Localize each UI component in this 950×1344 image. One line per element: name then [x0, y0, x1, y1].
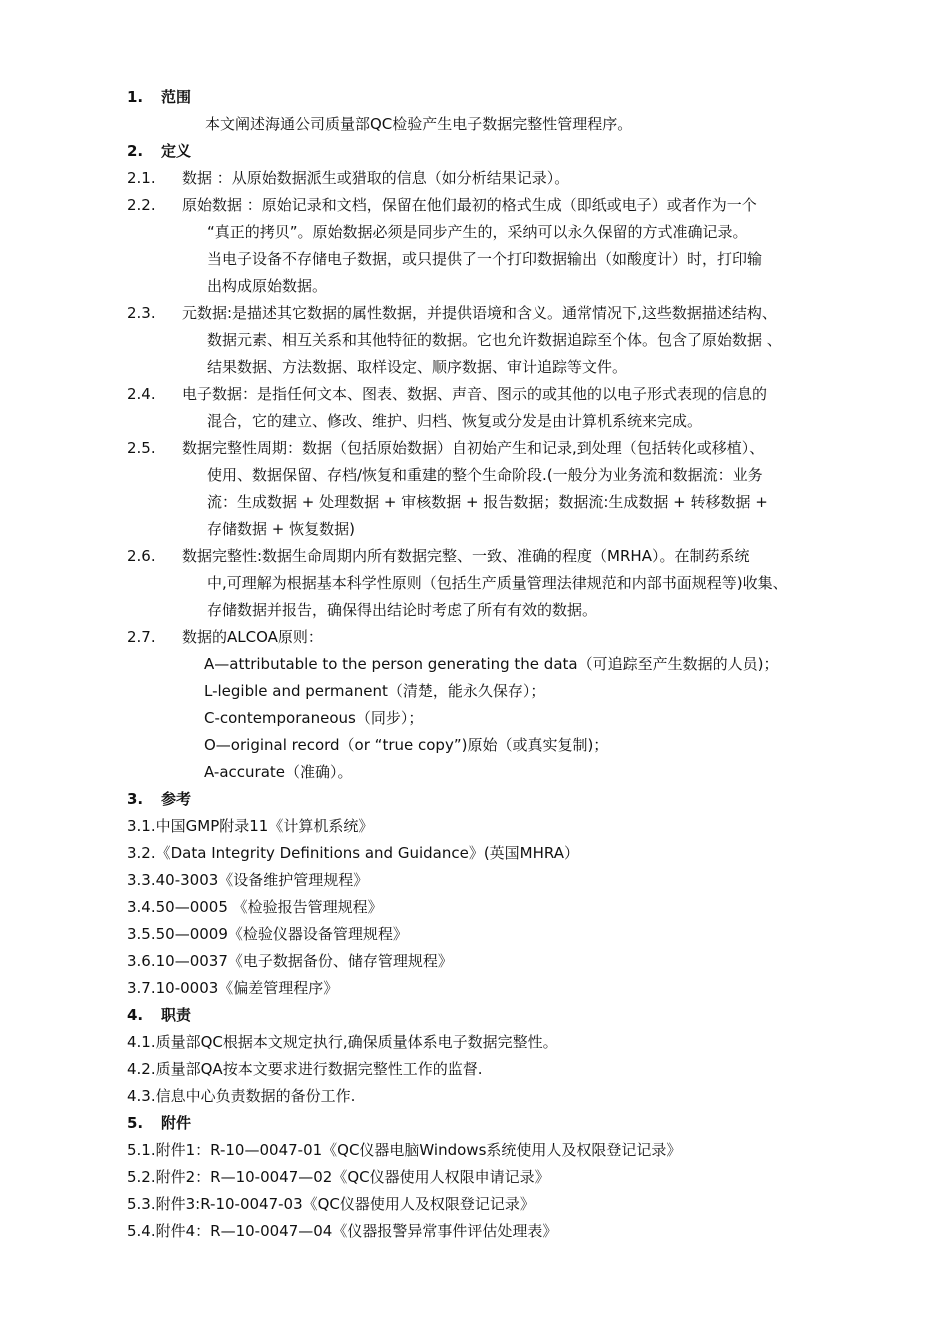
item-text: “真正的拷贝”。原始数据必须是同步产生的，采纳可以永久保留的方式准确记录。 [207, 223, 748, 241]
alcoa-text: C-contemporaneous（同步）； [204, 709, 424, 727]
item-text: 数据完整性:数据生命周期内所有数据完整、一致、准确的程度（MRHA）。在制药系统 [182, 547, 750, 565]
alcoa-text: L-legible and permanent（清楚，能永久保存）； [204, 682, 546, 700]
item-text: 存储数据 + 恢复数据) [207, 520, 355, 538]
item-number: 2.3. [127, 304, 156, 322]
item-text: 中,可理解为根据基本科学性原则（包括生产质量管理法律规范和内部书面规程等)收集、 [207, 574, 788, 592]
responsibility-text: 4.1.质量部QC根据本文规定执行,确保质量体系电子数据完整性。 [127, 1033, 558, 1051]
item-text: 当电子设备不存储电子数据，或只提供了一个打印数据输出（如酸度计）时，打印输 [207, 250, 763, 268]
attachment-text: 5.4.附件4：R—10-0047—04《仪器报警异常事件评估处理表》 [127, 1222, 558, 1240]
reference-text: 3.4.50—0005 《检验报告管理规程》 [127, 898, 383, 916]
item-text: 原始数据 ：原始记录和文档，保留在他们最初的格式生成（即纸或电子）或者作为一个 [182, 196, 757, 214]
section-number: 5. [127, 1114, 144, 1132]
item-number: 2.4. [127, 385, 156, 403]
section-title: 范围 [161, 88, 192, 106]
reference-text: 3.6.10—0037《电子数据备份、储存管理规程》 [127, 952, 453, 970]
reference-text: 3.3.40-3003《设备维护管理规程》 [127, 871, 369, 889]
section-number: 1. [127, 88, 144, 106]
attachment-text: 5.3.附件3:R-10-0047-03《QC仪器使用人及权限登记记录》 [127, 1195, 535, 1213]
reference-text: 3.1.中国GMP附录11《计算机系统》 [127, 817, 374, 835]
alcoa-text: O—original record（or “true copy”)原始（或真实复制)； [204, 736, 609, 754]
item-number: 2.6. [127, 547, 156, 565]
item-text: 电子数据：是指任何文本、图表、数据、声音、图示的或其他的以电子形式表现的信息的 [182, 385, 768, 403]
paragraph-text: 本文阐述海通公司质量部QC检验产生电子数据完整性管理程序。 [205, 115, 633, 133]
attachment-text: 5.2.附件2：R—10-0047—02《QC仪器使用人权限申请记录》 [127, 1168, 550, 1186]
item-text: 存储数据并报告，确保得出结论时考虑了所有有效的数据。 [207, 601, 598, 619]
item-text: 使用、数据保留、存档/恢复和重建的整个生命阶段.(一般分为业务流和数据流：业务 [207, 466, 763, 484]
item-text: 数据完整性周期：数据（包括原始数据）自初始产生和记录,到处理（包括转化或移植）、 [182, 439, 765, 457]
item-number: 2.2. [127, 196, 156, 214]
item-text: 数据的ALCOA原则： [182, 628, 323, 646]
section-title: 附件 [161, 1114, 192, 1132]
alcoa-text: A—attributable to the person generating the data（可追踪至产生数据的人员)； [204, 655, 779, 673]
responsibility-text: 4.2.质量部QA按本文要求进行数据完整性工作的监督. [127, 1060, 483, 1078]
section-number: 3. [127, 790, 144, 808]
section-number: 2. [127, 142, 144, 160]
item-text: 数据 ：从原始数据派生或猎取的信息（如分析结果记录）。 [182, 169, 570, 187]
section-title: 职责 [161, 1006, 192, 1024]
section-number: 4. [127, 1006, 144, 1024]
attachment-text: 5.1.附件1：R-10—0047-01《QC仪器电脑Windows系统使用人及权限登记记录》 [127, 1141, 682, 1159]
responsibility-text: 4.3.信息中心负责数据的备份工作. [127, 1087, 356, 1105]
section-title: 参考 [161, 790, 192, 808]
reference-text: 3.2.《Data Integrity Definitions and Guidance》(英国MHRA） [127, 844, 579, 862]
item-text: 结果数据、方法数据、取样设定、顺序数据、审计追踪等文件。 [207, 358, 628, 376]
item-text: 混合，它的建立、修改、维护、归档、恢复或分发是由计算机系统来完成。 [207, 412, 703, 430]
item-number: 2.5. [127, 439, 156, 457]
section-title: 定义 [161, 142, 192, 160]
item-text: 元数据:是描述其它数据的属性数据，并提供语境和含义。通常情况下,这些数据描述结构、 [182, 304, 777, 322]
item-text: 出构成原始数据。 [207, 277, 328, 295]
item-number: 2.1. [127, 169, 156, 187]
reference-text: 3.5.50—0009《检验仪器设备管理规程》 [127, 925, 408, 943]
alcoa-text: A-accurate（准确）。 [204, 763, 353, 781]
item-text: 数据元素、相互关系和其他特征的数据。它也允许数据追踪至个体。包含了原始数据 、 [207, 331, 782, 349]
item-number: 2.7. [127, 628, 156, 646]
item-text: 流：生成数据 + 处理数据 + 审核数据 + 报告数据；数据流:生成数据 + 转移数据 + [207, 493, 768, 511]
reference-text: 3.7.10-0003《偏差管理程序》 [127, 979, 339, 997]
